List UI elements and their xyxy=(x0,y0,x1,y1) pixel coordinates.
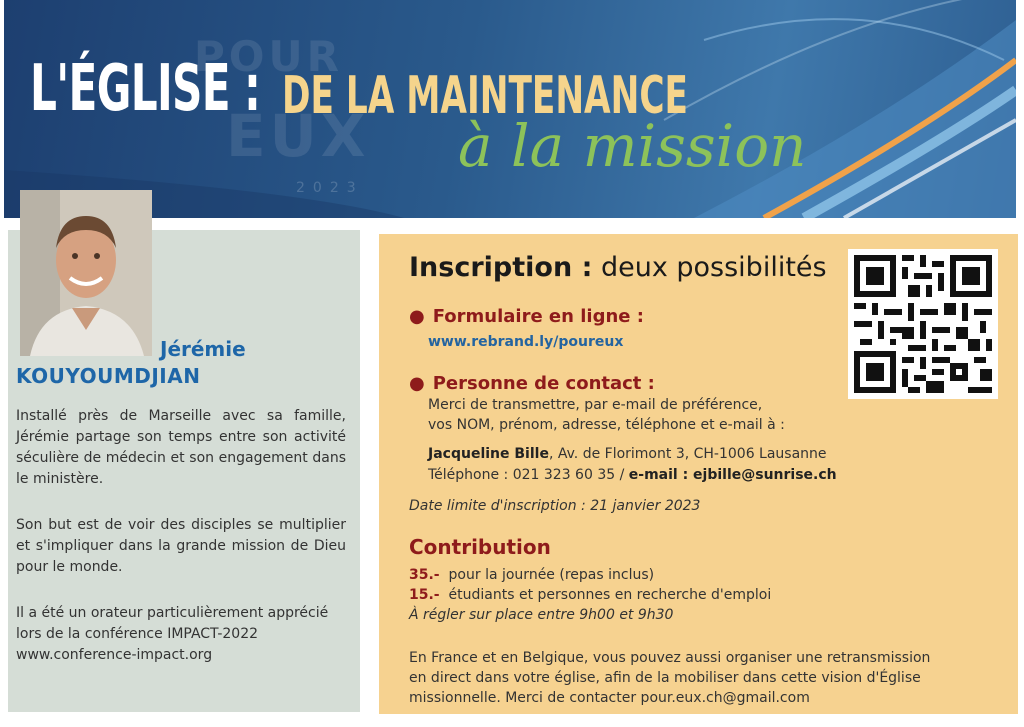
watermark-pour: POUR xyxy=(194,32,343,81)
price-2-desc: étudiants et personnes en recherche d'emploi xyxy=(448,587,772,603)
bio-text-3: Il a été un orateur particulièrement apprécié lors de la conférence IMPACT-2022 www.conference-impact.org xyxy=(16,605,329,663)
option-online-form xyxy=(409,306,644,327)
price-1-desc: pour la journée (repas inclus) xyxy=(448,567,655,583)
contact-instruction-1: Merci de transmettre, par e-mail de préférence, xyxy=(428,397,763,413)
speaker-last-name: KOUYOUMDJIAN xyxy=(16,364,201,388)
registration-deadline: Date limite d'inscription : 21 janvier 2023 xyxy=(409,498,701,514)
contact-email[interactable]: e-mail : ejbille@sunrise.ch xyxy=(628,467,837,483)
price-row-1 xyxy=(409,565,654,585)
banner-title-main: L'ÉGLISE : xyxy=(30,52,261,126)
bullet-dot-icon: ● xyxy=(409,373,425,394)
speaker-photo xyxy=(20,190,152,356)
watermark-year: 2023 xyxy=(296,180,364,196)
inscription-title-rest: deux possibilités xyxy=(600,252,827,283)
option1-label: Formulaire en ligne : xyxy=(432,306,644,327)
price-2: 15.- xyxy=(409,587,440,603)
inscription-title-bold: Inscription : xyxy=(409,252,593,283)
contribution-title: Contribution xyxy=(409,535,551,559)
banner-title-sub: DE LA MAINTENANCE xyxy=(282,66,688,126)
footer-line-3: missionnelle. Merci de contacter pour.eux.ch@gmail.com xyxy=(409,690,810,706)
contact-name: Jacqueline Bille xyxy=(428,446,549,462)
price-row-2 xyxy=(409,585,771,605)
watermark-eux: EUX xyxy=(226,102,370,170)
banner-title-script: à la mission xyxy=(458,112,807,180)
portrait-illustration xyxy=(20,190,152,356)
speaker-bio-paragraph-3 xyxy=(16,603,346,666)
speaker-bio-paragraph-2 xyxy=(16,515,346,578)
qr-code-icon[interactable] xyxy=(848,249,998,399)
bio-text-1: Installé près de Marseille avec sa famille, Jérémie partage son temps entre son activité séculière de médecin et son engagement dans le ministère. xyxy=(16,408,346,487)
footer-line-1: En France et en Belgique, vous pouvez aussi organiser une retransmission xyxy=(409,650,931,666)
registration-link[interactable]: www.rebrand.ly/poureux xyxy=(428,334,624,350)
contact-address-text: , Av. de Florimont 3, CH-1006 Lausanne xyxy=(548,446,827,462)
price-1: 35.- xyxy=(409,567,440,583)
contact-phone: Téléphone : 021 323 60 35 / xyxy=(428,467,629,483)
contact-instruction-2: vos NOM, prénom, adresse, téléphone et e-mail à : xyxy=(428,417,785,433)
speaker-first-name: Jérémie xyxy=(160,337,246,361)
contact-address xyxy=(428,444,827,464)
speaker-bio-paragraph-1 xyxy=(16,406,346,490)
option-contact-person xyxy=(409,373,655,394)
payment-note: À régler sur place entre 9h00 et 9h30 xyxy=(409,607,674,623)
contact-phone-email xyxy=(428,465,837,485)
bio-text-2: Son but est de voir des disciples se multiplier et s'impliquer dans la grande mission de Dieu pour le monde. xyxy=(16,517,346,575)
footer-line-2: en direct dans votre église, afin de la mobiliser dans cette vision d'Église xyxy=(409,670,921,686)
option2-label: Personne de contact : xyxy=(432,373,655,394)
inscription-title xyxy=(409,252,827,283)
qr-code-graphic xyxy=(848,249,998,399)
bullet-dot-icon: ● xyxy=(409,306,425,327)
